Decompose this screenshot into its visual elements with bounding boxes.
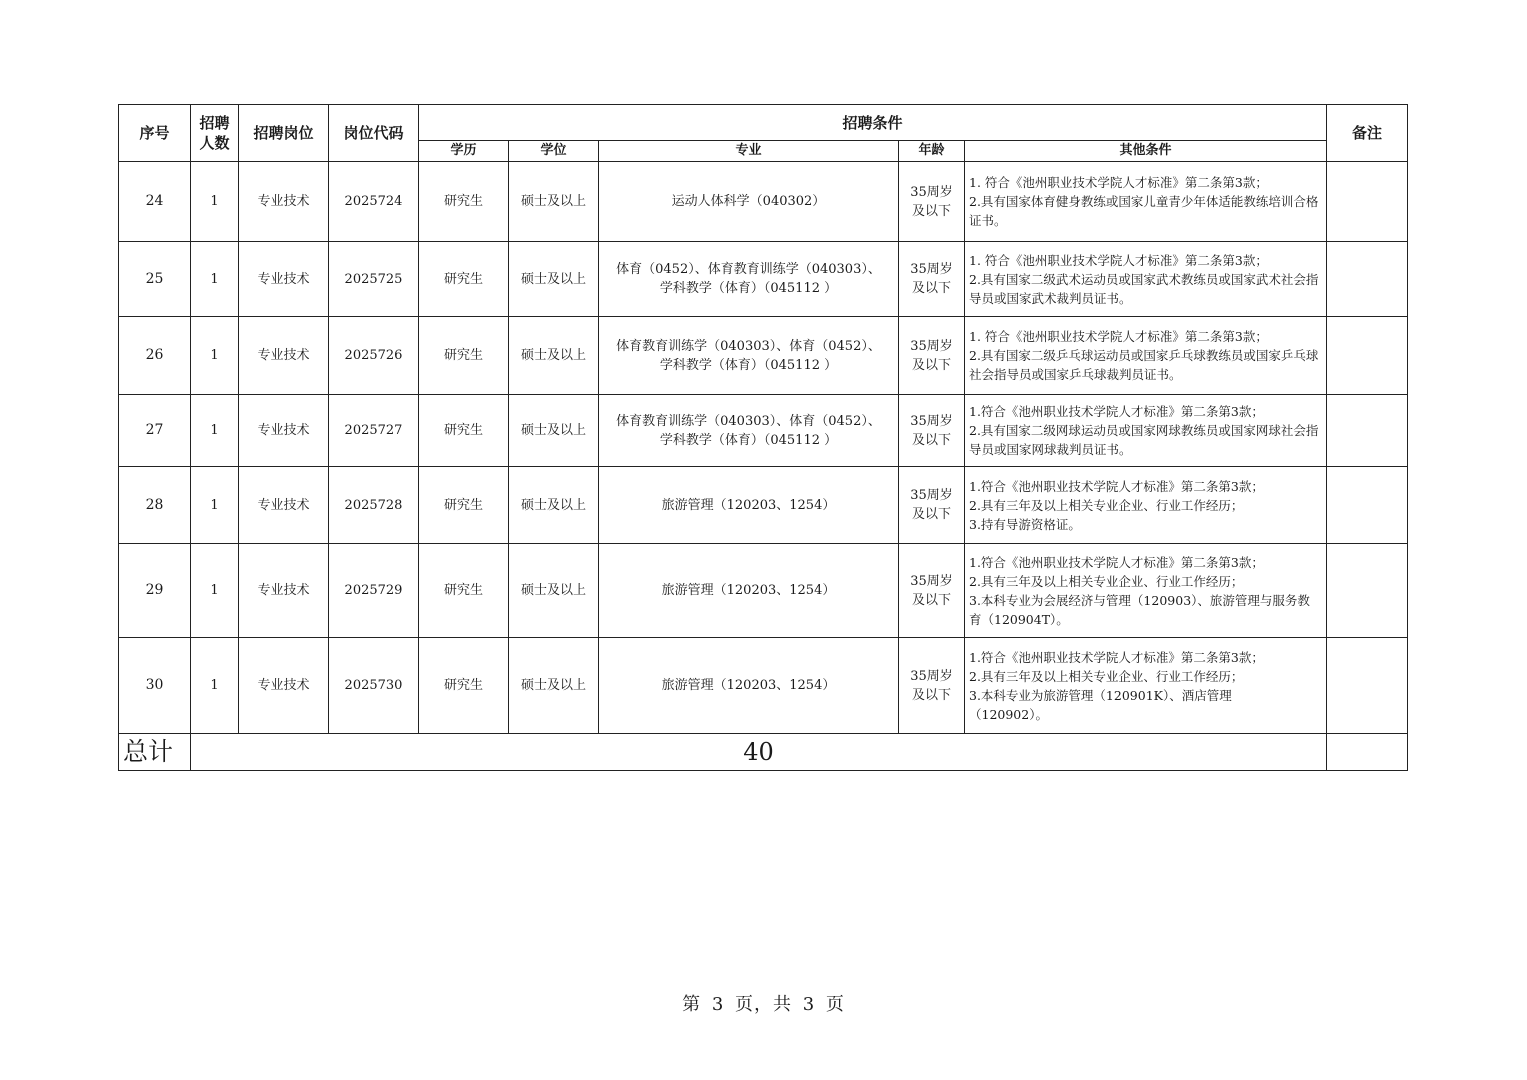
cell-code: 2025729 [329, 544, 419, 638]
cell-code: 2025726 [329, 317, 419, 395]
cell-age [899, 242, 965, 317]
age-line: 及以下 [911, 592, 951, 608]
other-line: 2.具有国家二级乒乓球运动员或国家乒乓球教练员或国家乒乓球社会指导员或国家乒乓球裁判员证书。 [969, 348, 1319, 382]
other-line: 2.具有三年及以上相关专业企业、行业工作经历； [969, 573, 1244, 589]
cell-education: 研究生 [419, 544, 509, 638]
header-code: 岗位代码 [329, 105, 419, 162]
cell-education: 研究生 [419, 162, 509, 242]
major-line: 运动人体科学（040302） [671, 194, 826, 209]
age-line: 及以下 [911, 432, 951, 448]
recruitment-table [118, 104, 1408, 771]
other-line: 1. 符合《池州职业技术学院人才标准》第二条第3款； [969, 175, 1268, 190]
cell-count: 1 [191, 317, 239, 395]
header-conditions: 招聘条件 [419, 105, 1327, 141]
cell-major [599, 242, 899, 317]
cell-education: 研究生 [419, 638, 509, 734]
other-line: 2.具有三年及以上相关专业企业、行业工作经历； [969, 497, 1244, 513]
header-remarks: 备注 [1327, 105, 1408, 162]
table-body [119, 162, 1408, 771]
cell-count: 1 [191, 467, 239, 544]
header-major: 专业 [599, 141, 899, 162]
cell-position: 专业技术 [239, 242, 329, 317]
cell-education: 研究生 [419, 395, 509, 467]
cell-remarks [1327, 317, 1408, 395]
other-line: 3.持有导游资格证。 [969, 516, 1081, 532]
cell-other [965, 544, 1327, 638]
cell-degree: 硕士及以上 [509, 242, 599, 317]
other-line: 1. 符合《池州职业技术学院人才标准》第二条第3款； [969, 329, 1268, 344]
cell-seq: 26 [119, 317, 191, 395]
cell-major [599, 317, 899, 395]
header-age: 年龄 [899, 141, 965, 162]
cell-degree: 硕士及以上 [509, 162, 599, 242]
table-row [119, 317, 1408, 395]
cell-count: 1 [191, 638, 239, 734]
age-line: 35周岁 [910, 184, 953, 200]
other-line: 2.具有三年及以上相关专业企业、行业工作经历； [969, 668, 1244, 684]
table-row [119, 162, 1408, 242]
age-line: 35周岁 [910, 262, 953, 277]
table-row [119, 395, 1408, 467]
other-line: 2.具有国家二级武术运动员或国家武术教练员或国家武术社会指导员或国家武术裁判员证书。 [969, 271, 1319, 306]
cell-degree: 硕士及以上 [509, 467, 599, 544]
cell-other [965, 395, 1327, 467]
cell-remarks [1327, 242, 1408, 317]
other-line: 3.本科专业为会展经济与管理（120903）、旅游管理与服务教育（120904T）。 [969, 592, 1310, 627]
cell-position: 专业技术 [239, 317, 329, 395]
cell-code: 2025725 [329, 242, 419, 317]
cell-age [899, 467, 965, 544]
major-line: 体育（0452）、体育教育训练学（040303）、 [616, 262, 881, 277]
table-row [119, 242, 1408, 317]
total-remarks [1327, 734, 1408, 771]
cell-age [899, 162, 965, 242]
page-footer [0, 990, 1527, 1016]
header-degree: 学位 [509, 141, 599, 162]
cell-age [899, 317, 965, 395]
major-line: 学科教学（体育）（045112 ） [659, 281, 838, 296]
major-line: 旅游管理（120203、1254） [661, 678, 836, 693]
major-line: 体育教育训练学（040303）、体育（0452）、 [616, 338, 881, 354]
cell-degree: 硕士及以上 [509, 638, 599, 734]
age-line: 及以下 [911, 507, 951, 522]
major-line: 体育教育训练学（040303）、体育（0452）、 [616, 413, 881, 429]
footer-prefix: 第 [682, 994, 702, 1015]
cell-count: 1 [191, 395, 239, 467]
cell-count: 1 [191, 544, 239, 638]
cell-other [965, 467, 1327, 544]
total-label: 总计 [119, 734, 191, 771]
header-position: 招聘岗位 [239, 105, 329, 162]
age-line: 35周岁 [910, 413, 953, 429]
cell-position: 专业技术 [239, 544, 329, 638]
footer-middle: 页，共 [735, 994, 792, 1015]
cell-code: 2025728 [329, 467, 419, 544]
footer-suffix: 页 [825, 994, 845, 1015]
cell-other [965, 638, 1327, 734]
header-count [191, 105, 239, 162]
age-line: 及以下 [911, 203, 951, 219]
cell-education: 研究生 [419, 467, 509, 544]
cell-count: 1 [191, 242, 239, 317]
cell-remarks [1327, 638, 1408, 734]
cell-position: 专业技术 [239, 467, 329, 544]
header-count-line2: 人数 [199, 134, 230, 152]
other-line: 3.本科专业为旅游管理（120901K）、酒店管理 [969, 687, 1232, 703]
cell-position: 专业技术 [239, 162, 329, 242]
cell-position: 专业技术 [239, 638, 329, 734]
cell-count: 1 [191, 162, 239, 242]
header-education: 学历 [419, 141, 509, 162]
major-line: 学科教学（体育）（045112 ） [659, 357, 838, 373]
age-line: 35周岁 [910, 488, 953, 503]
footer-page-number: 3 [711, 994, 725, 1015]
other-line: （120902）。 [969, 706, 1048, 722]
cell-seq: 24 [119, 162, 191, 242]
cell-major [599, 544, 899, 638]
table-header [119, 105, 1408, 162]
cell-remarks [1327, 544, 1408, 638]
major-line: 旅游管理（120203、1254） [661, 583, 836, 598]
total-value: 40 [191, 734, 1327, 771]
cell-seq: 30 [119, 638, 191, 734]
cell-seq: 27 [119, 395, 191, 467]
other-line: 1. 符合《池州职业技术学院人才标准》第二条第3款； [969, 252, 1268, 268]
cell-code: 2025727 [329, 395, 419, 467]
header-count-line1: 招聘 [199, 114, 230, 132]
cell-position: 专业技术 [239, 395, 329, 467]
cell-remarks [1327, 162, 1408, 242]
other-line: 1.符合《池州职业技术学院人才标准》第二条第3款； [969, 554, 1264, 570]
cell-age [899, 638, 965, 734]
age-line: 35周岁 [910, 338, 953, 354]
total-row [119, 734, 1408, 771]
cell-major [599, 162, 899, 242]
footer-total-pages: 3 [802, 994, 816, 1015]
other-line: 2.具有国家二级网球运动员或国家网球教练员或国家网球社会指导员或国家网球裁判员证书。 [969, 423, 1319, 457]
cell-age [899, 395, 965, 467]
major-line: 旅游管理（120203、1254） [661, 497, 836, 513]
other-line: 2.具有国家体育健身教练或国家儿童青少年体适能教练培训合格证书。 [969, 194, 1319, 228]
cell-seq: 29 [119, 544, 191, 638]
cell-remarks [1327, 467, 1408, 544]
table-row [119, 638, 1408, 734]
table-row [119, 544, 1408, 638]
other-line: 1.符合《池州职业技术学院人才标准》第二条第3款； [969, 478, 1264, 494]
cell-age [899, 544, 965, 638]
cell-seq: 25 [119, 242, 191, 317]
cell-remarks [1327, 395, 1408, 467]
cell-major [599, 395, 899, 467]
cell-education: 研究生 [419, 242, 509, 317]
age-line: 及以下 [911, 687, 951, 703]
age-line: 及以下 [911, 281, 951, 296]
cell-other [965, 242, 1327, 317]
cell-other [965, 162, 1327, 242]
table-row [119, 467, 1408, 544]
cell-code: 2025724 [329, 162, 419, 242]
age-line: 及以下 [911, 357, 951, 373]
major-line: 学科教学（体育）（045112 ） [659, 432, 838, 448]
age-line: 35周岁 [910, 668, 953, 684]
cell-code: 2025730 [329, 638, 419, 734]
header-seq: 序号 [119, 105, 191, 162]
cell-major [599, 467, 899, 544]
other-line: 1.符合《池州职业技术学院人才标准》第二条第3款； [969, 404, 1264, 419]
cell-degree: 硕士及以上 [509, 317, 599, 395]
cell-major [599, 638, 899, 734]
other-line: 1.符合《池州职业技术学院人才标准》第二条第3款； [969, 649, 1264, 665]
cell-education: 研究生 [419, 317, 509, 395]
cell-seq: 28 [119, 467, 191, 544]
cell-degree: 硕士及以上 [509, 395, 599, 467]
header-other: 其他条件 [965, 141, 1327, 162]
cell-other [965, 317, 1327, 395]
age-line: 35周岁 [910, 573, 953, 589]
cell-degree: 硕士及以上 [509, 544, 599, 638]
